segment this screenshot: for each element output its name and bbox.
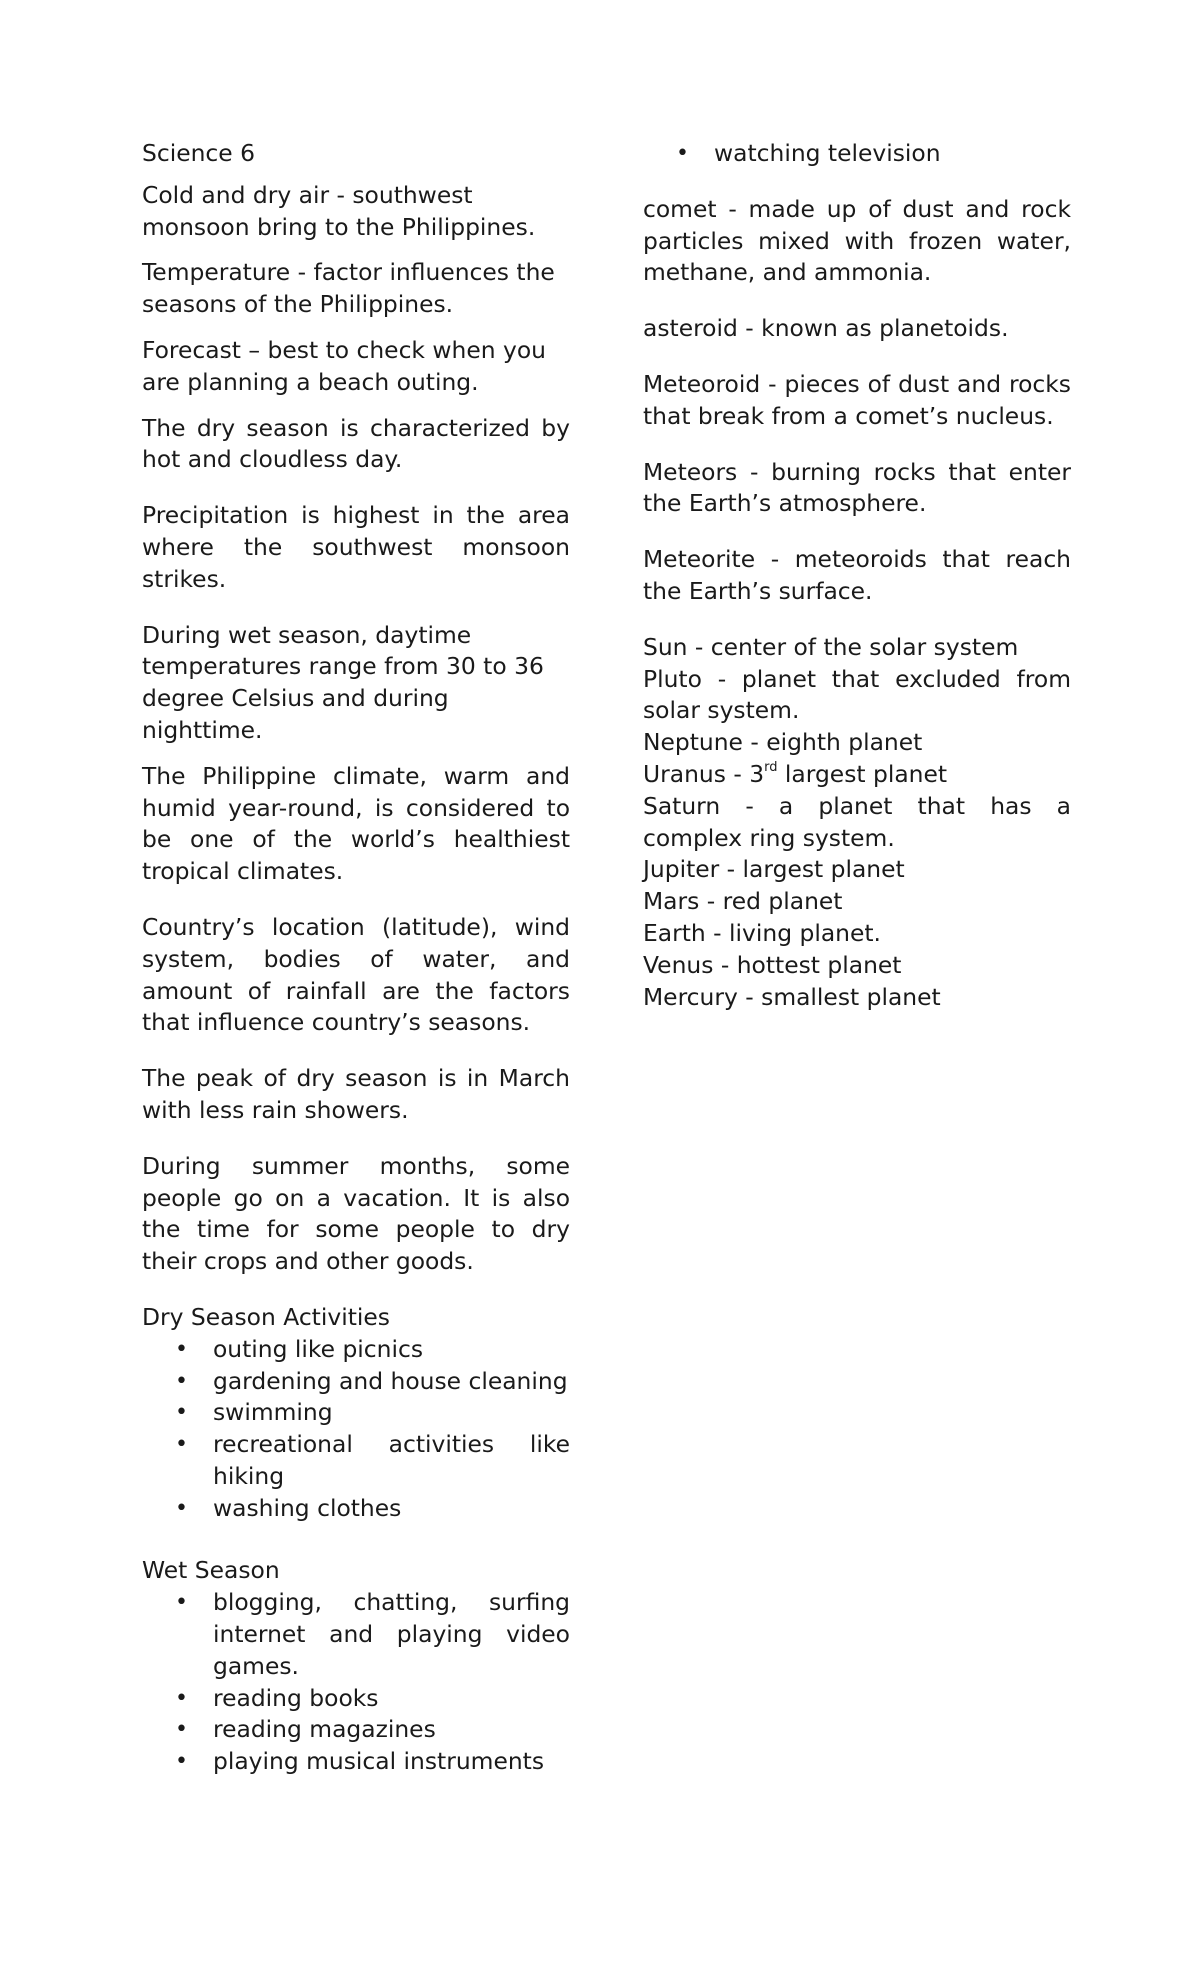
planet-saturn: Saturn - a planet that has a complex ring system. [643,791,1071,852]
paragraph-precipitation: Precipitation is highest in the area where the southwest monsoon strikes. [142,501,570,593]
list-item: • gardening and house cleaning [142,1366,570,1398]
paragraph-peak-dry: The peak of dry season is in March with less rain showers. [142,1064,570,1124]
paragraph-asteroid: asteroid - known as planetoids. [643,314,1009,343]
paragraph-wet-temperatures: During wet season, daytime temperatures range from 30 to 36 degree Celsius and during nighttime. [142,620,544,744]
planet-uranus: Uranus - 3rd largest planet [643,759,948,788]
left-column [142,138,570,1778]
bullet-icon: • [175,1717,188,1743]
list-item: • washing clothes [142,1493,570,1525]
bullet-icon: • [175,1432,188,1458]
list-item: • swimming [142,1397,570,1429]
list-item: • recreational activities like hiking [175,1430,570,1490]
paragraph-meteors: Meteors - burning rocks that enter the Earth’s atmosphere. [643,457,1071,518]
paragraph-dry-season: The dry season is characterized by hot and cloudless day. [142,413,570,474]
dry-season-heading: Dry Season Activities [142,1302,390,1331]
bullet-icon: • [175,1368,188,1394]
list-item: • outing like picnics [142,1334,570,1366]
superscript-rd: rd [764,760,778,776]
paragraph-summer: During summer months, some people go on a vacation. It is also the time for some people to dry their crops and other goods. [142,1151,570,1276]
planet-venus: Venus - hottest planet [643,950,902,979]
list-item: • blogging, chatting, surfing internet and playing video games. [175,1588,570,1680]
list-item: • watching television [643,138,1071,170]
bullet-icon: • [175,1336,188,1362]
bullet-icon: • [676,141,689,166]
planet-earth: Earth - living planet. [643,918,881,947]
dry-season-list [142,1334,570,1525]
wet-season-list-continued [643,138,1071,170]
bullet-icon: • [175,1749,188,1775]
paragraph-climate: The Philippine climate, warm and humid year-round, is considered to be one of the world’s healthiest tropical climates. [142,761,570,886]
wet-season-heading: Wet Season [142,1556,280,1585]
planet-neptune: Neptune - eighth planet [643,728,923,757]
bullet-icon: • [175,1685,188,1711]
right-column [643,138,1071,1013]
paragraph-comet: comet - made up of dust and rock particles mixed with frozen water, methane, and ammonia. [643,194,1071,287]
bullet-icon: • [175,1400,188,1426]
planet-jupiter: Jupiter - largest planet [643,855,905,884]
planet-pluto: Pluto - planet that excluded from solar system. [643,664,1071,725]
paragraph-meteorite: Meteorite - meteoroids that reach the Earth’s surface. [643,545,1071,605]
document-title: Science 6 [142,139,255,167]
planet-mercury: Mercury - smallest planet [643,982,941,1011]
paragraph-temperature: Temperature - factor influences the seasons of the Philippines. [142,258,555,319]
bullet-icon: • [175,1590,188,1616]
list-item: • reading books [142,1683,570,1715]
planet-list [643,632,1071,1014]
list-item: • playing musical instruments [142,1746,570,1778]
wet-season-list [142,1587,570,1778]
paragraph-meteoroid: Meteoroid - pieces of dust and rocks that break from a comet’s nucleus. [643,369,1071,430]
paragraph-monsoon: Cold and dry air - southwest monsoon bring to the Philippines. [142,180,536,241]
bullet-icon: • [175,1495,188,1521]
paragraph-forecast: Forecast – best to check when you are planning a beach outing. [142,335,546,396]
paragraph-factors: Country’s location (latitude), wind system, bodies of water, and amount of rainfall are the factors that influence country’s seasons. [142,912,570,1037]
list-item: • reading magazines [142,1714,570,1746]
planet-sun: Sun - center of the solar system [643,632,1019,661]
planet-mars: Mars - red planet [643,887,843,916]
